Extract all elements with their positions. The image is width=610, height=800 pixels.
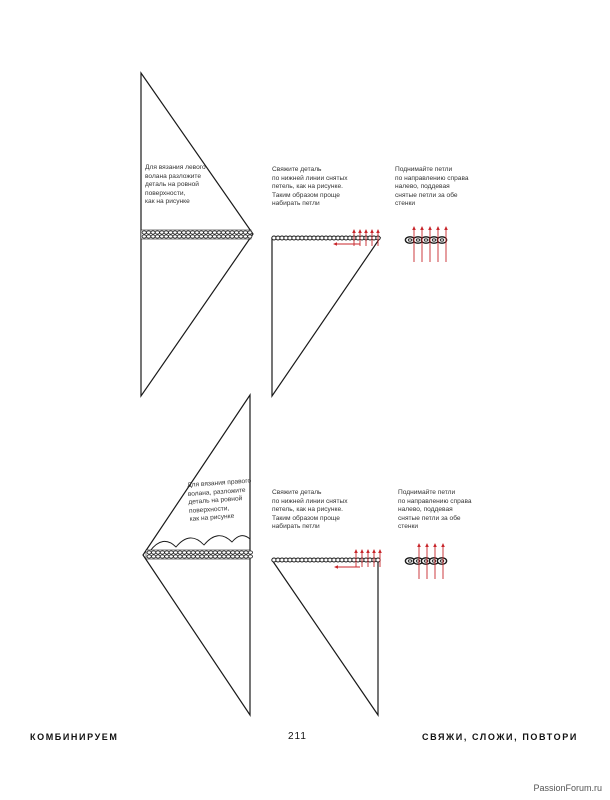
stitch-loop [213,555,217,558]
stitch-loop [169,235,173,238]
stitch-loop [226,551,230,554]
stitch-loop [160,231,164,234]
stitch-loop [213,551,217,554]
stitch-chain-top [272,236,380,240]
stitch-loop [213,231,217,234]
footer-right-title: СВЯЖИ, СЛОЖИ, ПОВТОРИ [422,732,578,742]
stitch-loop [231,551,235,554]
stitch-loop [248,555,252,558]
sew-triangle-bottom [272,560,378,715]
slipped-stitch-band-top [141,230,252,239]
stitch-loop [230,235,234,238]
watermark: PassionForum.ru [533,783,602,793]
stitch-loop [217,231,221,234]
pick-arrow-head [420,226,424,230]
stitch-loop [142,235,146,238]
stitch-loop [199,231,203,234]
left-arrow-head [334,565,338,569]
slipped-stitch-band-bottom [146,550,252,559]
stitch-loop [169,551,173,554]
stitch-loop [174,551,178,554]
stitch-loop [243,235,247,238]
stitch-loop [187,551,191,554]
stitch-loop [155,235,159,238]
stitch-loop [169,231,173,234]
stitch-loop [221,235,225,238]
stitch-loop [152,551,156,554]
up-arrow-head [370,229,374,233]
pick-arrow-head [412,226,416,230]
stitch-loop [204,235,208,238]
closeup-loop-hole [408,239,412,241]
note-pick-top: Поднимайте петли по направлению справа налево, поддевая снятые петли за обе стенки [395,166,469,208]
stitch-loop [196,551,200,554]
up-arrow-head [364,229,368,233]
stitch-loop [209,551,213,554]
stitch-loop [164,231,168,234]
closeup-loop-hole [408,560,412,562]
stitch-chain-bottom [272,558,380,562]
sew-triangle-top [272,238,380,396]
closeup-loop-hole [416,239,420,241]
up-arrow-head [376,229,380,233]
stitch-closeup-top [405,226,447,262]
stitch-loop [218,555,222,558]
stitch-loop [195,231,199,234]
up-arrow-head [372,549,376,553]
stitch-loop [196,555,200,558]
stitch-loop [204,551,208,554]
stitch-loop [239,235,243,238]
note-right-wave: Для вязания правого волана, разложите деталь на ровной поверхности, как на рисунке [187,477,252,524]
stitch-loop [221,231,225,234]
stitch-loop [204,231,208,234]
up-arrow-head [366,549,370,553]
stitch-loop [177,231,181,234]
stitch-loop [226,555,230,558]
stitch-loop [235,231,239,234]
stitch-loop [240,555,244,558]
stitch-loop [177,235,181,238]
stitch-loop [151,235,155,238]
stitch-loop [244,551,248,554]
pick-arrow-head [444,226,448,230]
note-sew-bottom: Свяжите деталь по нижней линии снятых петель, как на рисунке. Таким образом проще набирать петли [272,489,348,531]
up-arrow-head [378,549,382,553]
stitch-loop [248,551,252,554]
stitch-loop [178,551,182,554]
stitch-loop [231,555,235,558]
stitch-loop [165,551,169,554]
stitch-loop [186,235,190,238]
stitch-loop [235,235,239,238]
stitch-loop [174,555,178,558]
stitch-loop [142,231,146,234]
stitch-loop [147,551,151,554]
stitch-loop [235,555,239,558]
scallop-wave [150,536,250,551]
stitch-loop [195,235,199,238]
closeup-loop-hole [424,239,428,241]
stitch-loop [191,231,195,234]
stitch-loop [209,555,213,558]
stitch-loop [147,231,151,234]
stitch-loop [147,235,151,238]
pick-arrow-head [433,543,437,547]
stitch-loop [178,555,182,558]
stitch-loop [152,555,156,558]
pick-arrow-head [428,226,432,230]
stitch-loop [173,235,177,238]
stitch-loop [222,555,226,558]
note-sew-top: Свяжите деталь по нижней линии снятых петель, как на рисунке. Таким образом проще набирать петли [272,166,348,208]
closeup-loop-hole [440,239,444,241]
stitch-loop [208,235,212,238]
stitch-loop [226,235,230,238]
pick-arrow-head [425,543,429,547]
stitch-loop [230,231,234,234]
stitch-loop [160,555,164,558]
stitch-loop [187,555,191,558]
stitch-loop [147,555,151,558]
pick-arrow-head [441,543,445,547]
stitch-loop [191,235,195,238]
stitch-loop [191,551,195,554]
stitch-loop [218,551,222,554]
stitch-loop [204,555,208,558]
chain-stitch [376,558,380,562]
page-number: 211 [288,731,307,742]
stitch-loop [213,235,217,238]
stitch-loop [200,551,204,554]
stitch-loop [222,551,226,554]
note-pick-bottom: Поднимайте петли по направлению справа налево, поддевая снятые петли за обе стенки [398,489,472,531]
stitch-loop [156,555,160,558]
stitch-loop [160,551,164,554]
stitch-loop [182,555,186,558]
stitch-loop [239,231,243,234]
stitch-loop [182,235,186,238]
up-arrow-head [358,229,362,233]
stitch-loop [243,231,247,234]
up-arrow-head [360,549,364,553]
stitch-loop [169,555,173,558]
stitch-loop [151,231,155,234]
pick-arrow-head [417,543,421,547]
note-left-wave: Для вязания левого волана разложите деталь на ровной поверхности, как на рисунке [145,164,206,206]
stitch-loop [200,555,204,558]
pick-arrow-head [436,226,440,230]
stitch-loop [244,555,248,558]
stitch-loop [186,231,190,234]
stitch-loop [173,231,177,234]
left-arrow-head [333,242,337,246]
stitch-loop [240,551,244,554]
stitch-loop [199,235,203,238]
stitch-loop [164,235,168,238]
stitch-loop [208,231,212,234]
closeup-loop-hole [432,239,436,241]
up-arrow-head [354,549,358,553]
stitch-loop [191,555,195,558]
stitch-loop [182,551,186,554]
stitch-loop [226,231,230,234]
stitch-loop [156,551,160,554]
footer-left-title: КОМБИНИРУЕМ [30,732,119,742]
stitch-loop [182,231,186,234]
stitch-loop [155,231,159,234]
stitch-loop [248,231,252,234]
stitch-loop [165,555,169,558]
stitch-loop [160,235,164,238]
stitch-loop [248,235,252,238]
up-arrow-head [352,229,356,233]
stitch-closeup-bottom [405,543,446,579]
stitch-loop [235,551,239,554]
stitch-loop [217,235,221,238]
